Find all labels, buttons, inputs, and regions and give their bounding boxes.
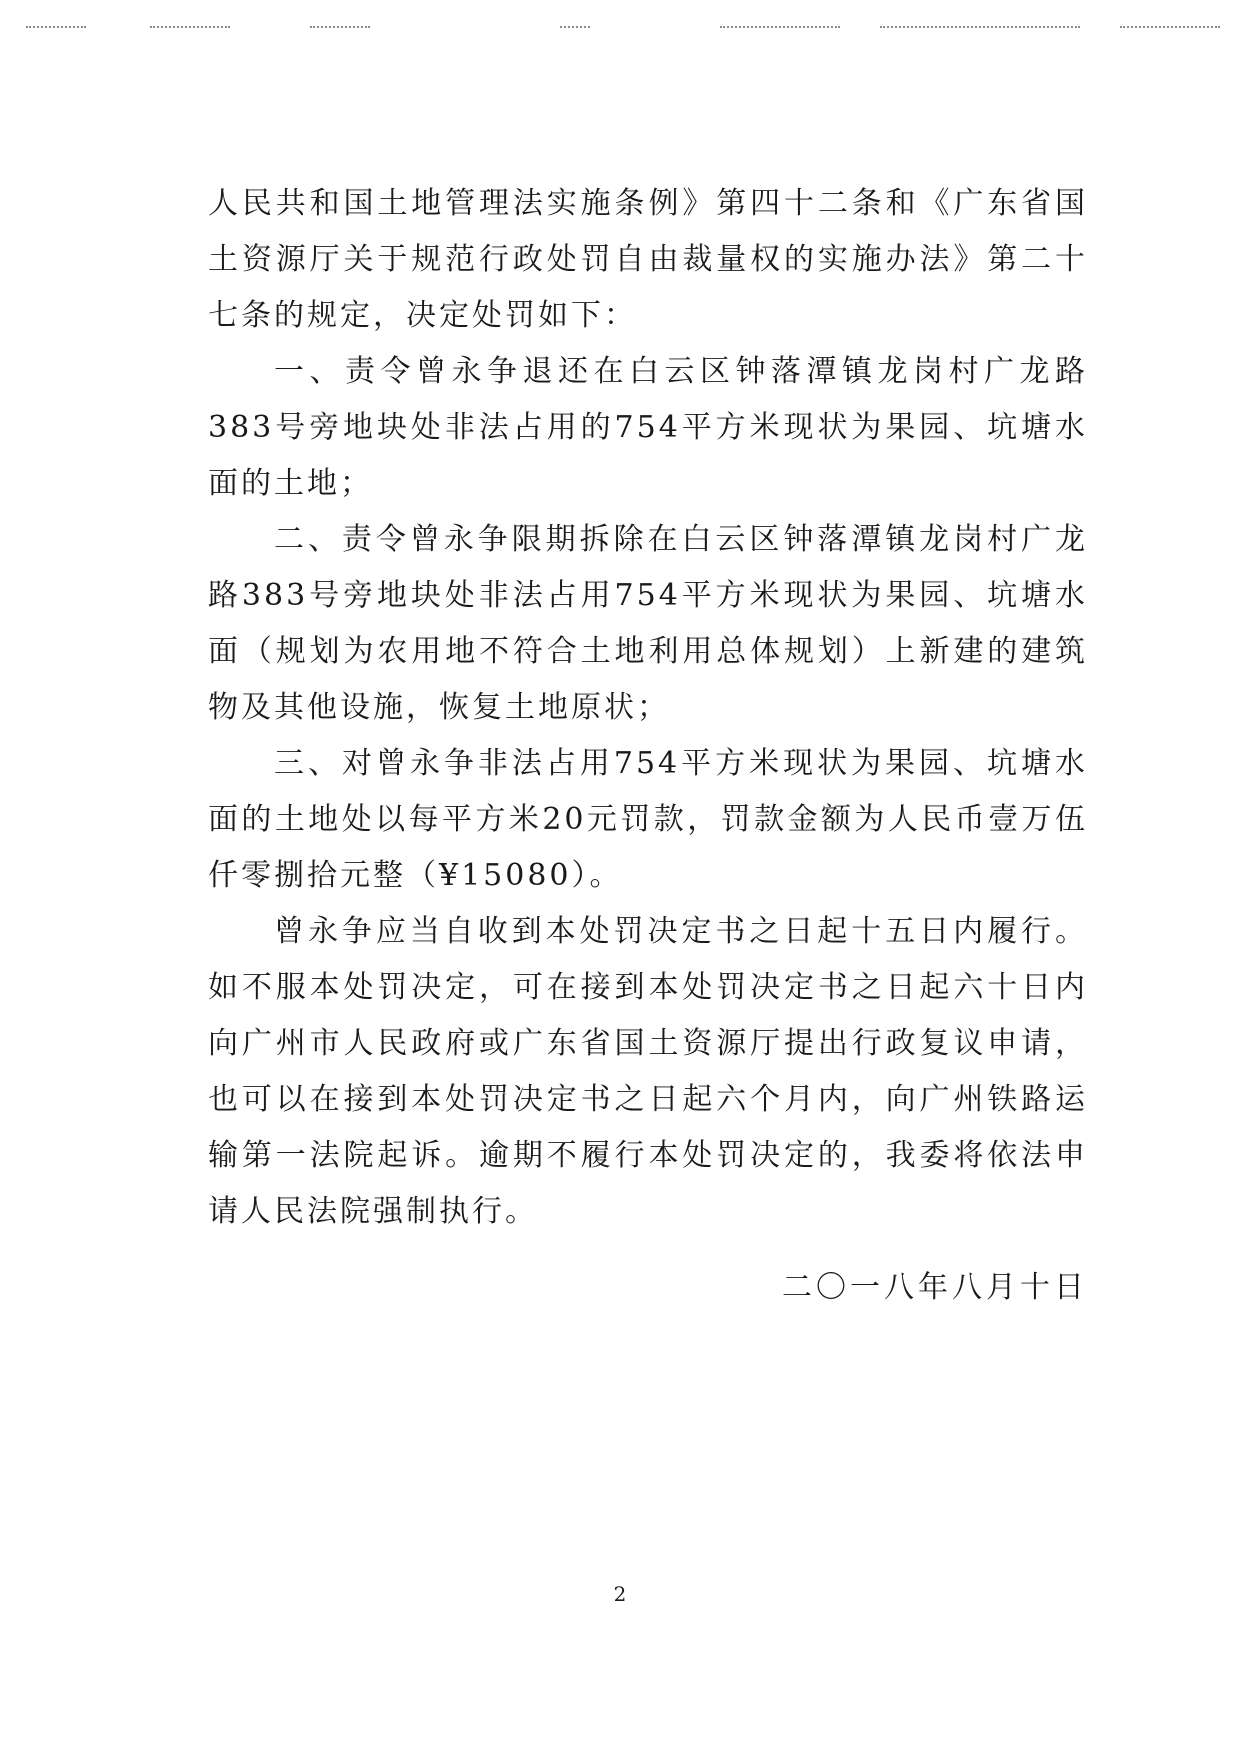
document-date: 二〇一八年八月十日 [782, 1270, 1088, 1305]
scan-artifact [560, 26, 590, 30]
paragraph-legal-basis: 人民共和国土地管理法实施条例》第四十二条和《广东省国土资源厅关于规范行政处罚自由裁量权的实施办法》第二十七条的规定，决定处罚如下： [208, 186, 1088, 333]
scan-artifact [26, 26, 86, 30]
scan-artifact [880, 26, 1080, 30]
scan-artifact [310, 26, 370, 30]
paragraph-compliance-notice: 曾永争应当自收到本处罚决定书之日起十五日内履行。如不服本处罚决定，可在接到本处罚决定书之日起六十日内向广州市人民政府或广东省国土资源厅提出行政复议申请，也可以在接到本处罚决定书之日起六个月内，向广州铁路运输第一法院起诉。逾期不履行本处罚决定的，我委将依法申请人民法院强制执行。 [208, 914, 1088, 1229]
scan-artifact [1120, 26, 1220, 30]
paragraph-penalty-1: 一、责令曾永争退还在白云区钟落潭镇龙岗村广龙路383号旁地块处非法占用的754平方米现状为果园、坑塘水面的土地； [208, 354, 1088, 501]
paragraph-penalty-2: 二、责令曾永争限期拆除在白云区钟落潭镇龙岗村广龙路383号旁地块处非法占用754平方米现状为果园、坑塘水面（规划为农用地不符合土地利用总体规划）上新建的建筑物及其他设施，恢复土地原状； [208, 522, 1088, 725]
page-number: 2 [613, 1582, 627, 1606]
paragraph-penalty-3: 三、对曾永争非法占用754平方米现状为果园、坑塘水面的土地处以每平方米20元罚款，罚款金额为人民币壹万伍仟零捌拾元整（¥15080）。 [208, 746, 1088, 893]
document-body [208, 176, 1088, 1240]
scan-artifact [720, 26, 840, 30]
scan-artifact [150, 26, 230, 30]
scan-artifact-strip [0, 22, 1240, 32]
